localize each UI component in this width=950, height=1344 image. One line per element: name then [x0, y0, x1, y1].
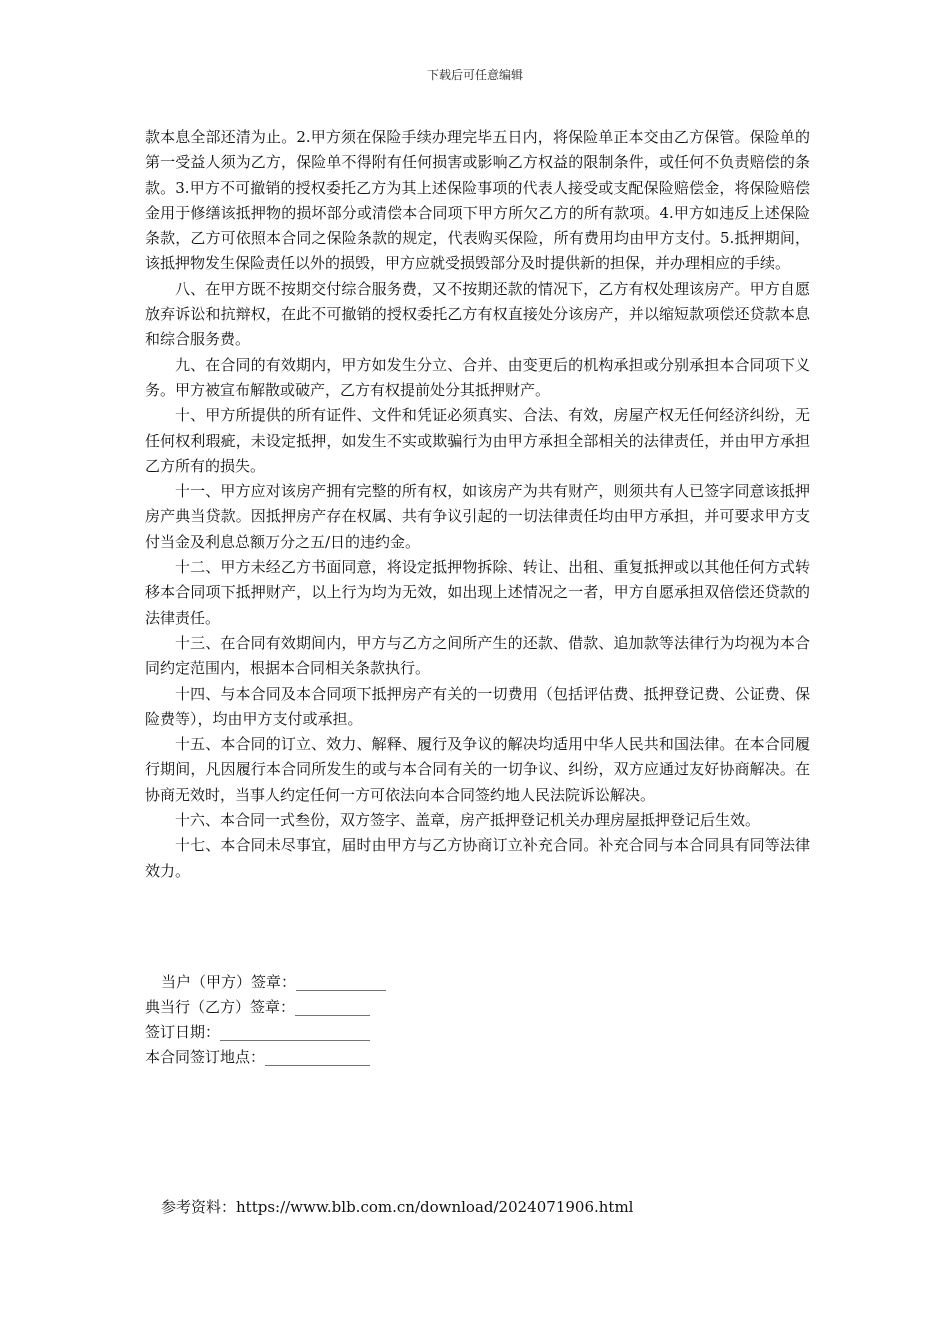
paragraph-clause-12: 十二、甲方未经乙方书面同意，将设定抵押物拆除、转让、出租、重复抵押或以其他任何方式转移本合同项下抵押财产，以上行为均为无效，如出现上述情况之一者，甲方自愿承担双倍偿还贷款的法律责任。: [145, 558, 810, 627]
paragraph-clause-10: 十、甲方所提供的所有证件、文件和凭证必须真实、合法、有效，房屋产权无任何经济纠纷，无任何权利瑕疵，未设定抵押，如发生不实或欺骗行为由甲方承担全部相关的法律责任，并由甲方承担乙方所有的损失。: [145, 406, 810, 475]
paragraph-clause-16: 十六、本合同一式叁份，双方签字、盖章，房产抵押登记机关办理房屋抵押登记后生效。: [175, 811, 761, 830]
paragraph-clause-8: 八、在甲方既不按期交付综合服务费，又不按期还款的情况下，乙方有权处理该房产。甲方自愿放弃诉讼和抗辩权，在此不可撤销的授权委托乙方有权直接处分该房产，并以缩短款项偿还贷款本息和综合服务费。: [145, 279, 810, 349]
paragraph-clause-11: 十一、甲方应对该房产拥有完整的所有权，如该房产为共有财产，则须共有人已签字同意该抵押房产典当贷款。因抵押房产存在权属、共有争议引起的一切法律责任均由甲方承担，并可要求甲方支付当金及利息总额万分之五/日的违约金。: [145, 482, 810, 551]
paragraph-clause-13: 十三、在合同有效期间内，甲方与乙方之间所产生的还款、借款、追加款等法律行为均视为本合同约定范围内，根据本合同相关条款执行。: [145, 633, 810, 678]
page-header: 下载后可任意编辑: [426, 68, 523, 82]
signing-place-line: 本合同签订地点：______________: [145, 1048, 371, 1066]
paragraph-clause-15: 十五、本合同的订立、效力、解释、履行及争议的解决均适用中华人民共和国法律。在本合同履行期间，凡因履行本合同所发生的或与本合同有关的一切争议、纠纷，双方应通过友好协商解决。在协商无效时，当事人约定任何一方可依法向本合同签约地人民法院诉讼解决。: [145, 735, 810, 804]
pawner-signature-line: 当户（甲方）签章：____________: [161, 973, 387, 991]
paragraph-clause-9: 九、在合同的有效期内，甲方如发生分立、合并、由变更后的机构承担或分别承担本合同项下义务。甲方被宣布解散或破产，乙方有权提前处分其抵押财产。: [145, 355, 810, 399]
pawnshop-signature-line: 典当行（乙方）签章：__________: [145, 998, 371, 1016]
signature-block: [145, 970, 810, 1070]
reference-link: 参考资料：https://www.blb.com.cn/download/2024071906.html: [161, 1198, 634, 1216]
paragraph-clause-17: 十七、本合同未尽事宜，届时由甲方与乙方协商订立补充合同。补充合同与本合同具有同等法律效力。: [145, 836, 810, 880]
paragraph-insurance-continued: 款本息全部还清为止。2.甲方须在保险手续办理完毕五日内，将保险单正本交由乙方保管。保险单的第一受益人须为乙方，保险单不得附有任何损害或影响乙方权益的限制条件，或任何不负责赔偿的条款。3.甲方不可撤销的授权委托乙方为其上述保险事项的代表人接受或支配保险赔偿金，将保险赔偿金用于修缮该抵押物的损坏部分或清偿本合同项下甲方所欠乙方的所有款项。4.甲方如违反上述保险条款，乙方可依照本合同之保险条款的规定，代表购买保险，所有费用均由甲方支付。5.抵押期间，该抵押物发生保险责任以外的损毁，甲方应就受损毁部分及时提供新的担保，并办理相应的手续。: [145, 128, 810, 273]
paragraph-clause-14: 十四、与本合同及本合同项下抵押房产有关的一切费用（包括评估费、抵押登记费、公证费、保险费等），均由甲方支付或承担。: [145, 684, 810, 728]
signing-date-line: 签订日期：____________________: [145, 1023, 371, 1041]
contract-body: [145, 125, 810, 884]
